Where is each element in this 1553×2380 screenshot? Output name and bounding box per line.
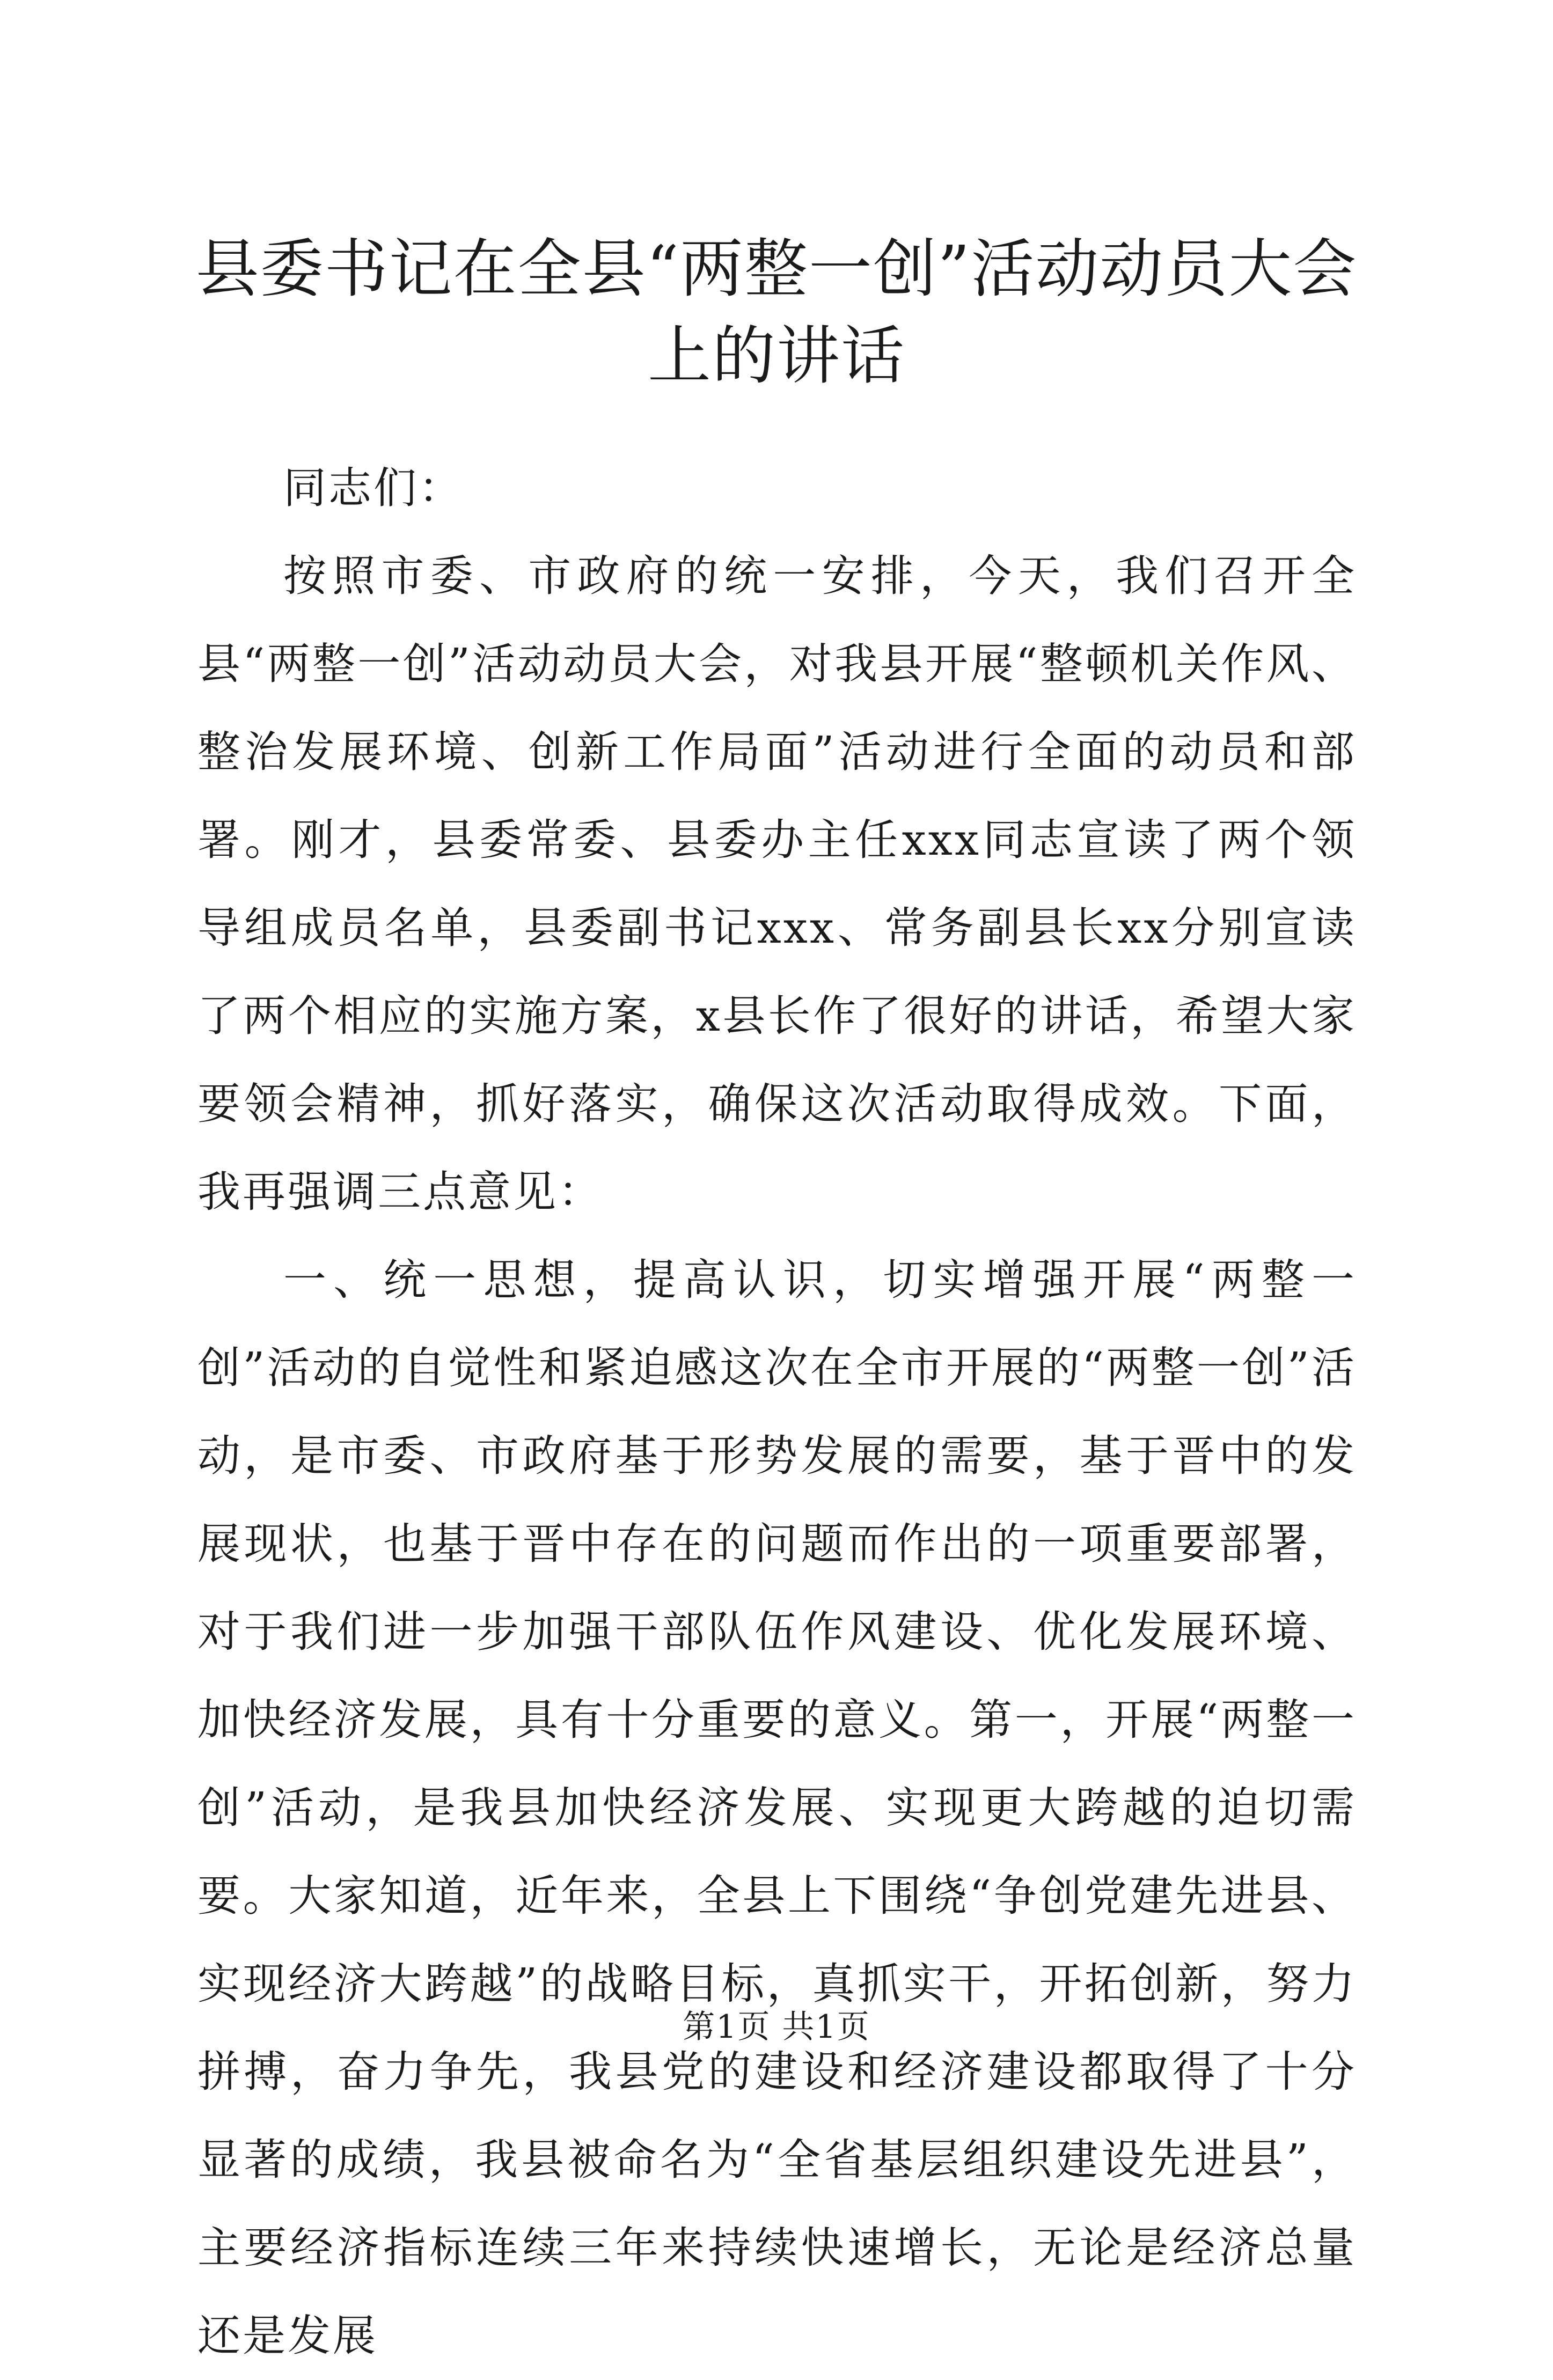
document-body xyxy=(197,444,1357,2380)
paragraph-section-one: 一、统一思想，提高认识，切实增强开展“两整一创”活动的自觉性和紧迫感这次在全市开展的“两整一创”活动，是市委、市政府基于形势发展的需要，基于晋中的发展现状，也基于晋中存在的问题而作出的一项重要部署，对于我们进一步加强干部队伍作风建设、优化发展环境、加快经济发展，具有十分重要的意义。第一，开展“两整一创”活动，是我县加快经济发展、实现更大跨越的迫切需要。大家知道，近年来，全县上下围绕“争创党建先进县、实现经济大跨越”的战略目标，真抓实干，开拓创新，努力拼搏，奋力争先，我县党的建设和经济建设都取得了十分显著的成绩，我县被命名为“全省基层组织建设先进县”，主要经济指标连续三年来持续快速增长，无论是经济总量还是发展 xyxy=(197,1255,1357,2361)
salutation: 同志们： xyxy=(283,463,464,513)
document-title: 县委书记在全县“两整一创”活动动员大会上的讲话 xyxy=(195,232,1358,393)
page-footer: 第1页 共1页 xyxy=(683,2008,870,2046)
paragraph-intro: 按照市委、市政府的统一安排，今天，我们召开全县“两整一创”活动动员大会，对我县开展“整顿机关作风、整治发展环境、创新工作局面”活动进行全面的动员和部署。刚才，县委常委、县委办主任xxx同志宣读了两个领导组成员名单，县委副书记xxx、常务副县长xx分别宣读了两个相应的实施方案，x县长作了很好的讲话，希望大家要领会精神，抓好落实，确保这次活动取得成效。下面，我再强调三点意见： xyxy=(197,551,1357,1217)
